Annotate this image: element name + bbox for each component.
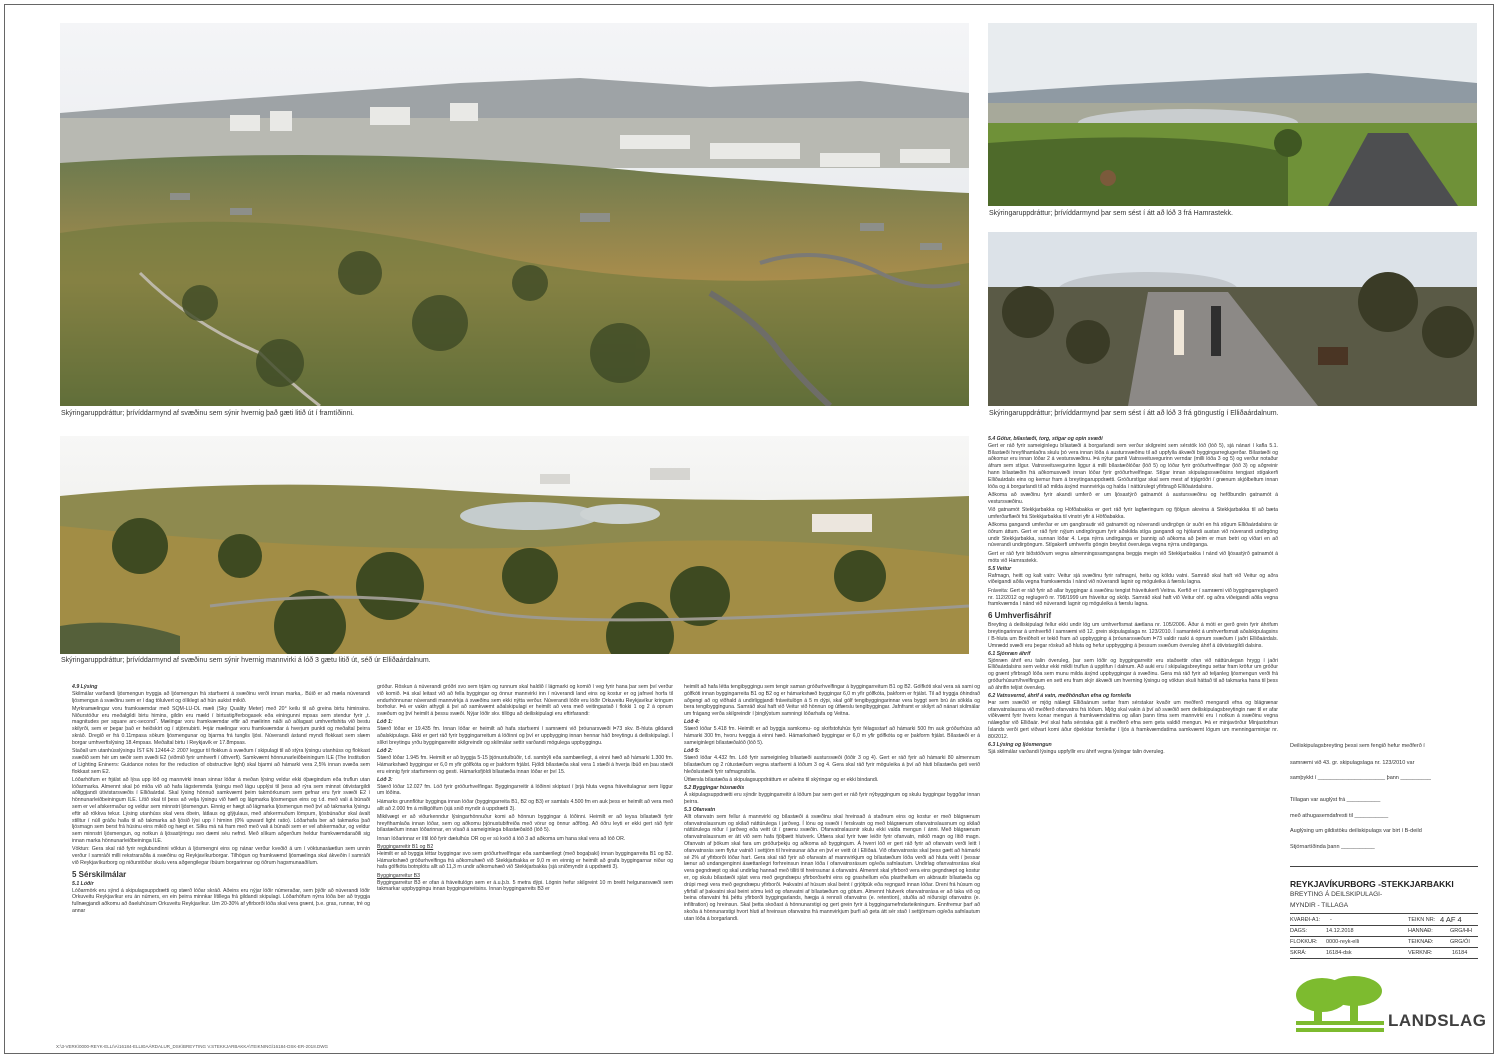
paragraph: Myrkramælingar voru framkvæmdar með SQM-LU-DL mæli (Sky Quality Meter) með 20° keilu til að greina birtu himinsins. Niðurstöður eru meðalgildi birtu himins, gildin eru mæld í birtustig/ferbogasek eða einingunni mpsas sem stendur fyrir „t. magnitudes per square arc-second“. Mælingar voru framkvæmdar eftir að mælirinn náði að aðlagast umhverfishita við bestu skilyrði, sem er þegar það er heiðskírt og í stjörnubirti. Þrjár mælingar voru framkvæmdar á hverjum punkti og meðaltal þeirra skráð. Dregið er frá 0.11mpasa sökum ljósmengunar og bjarma frá tunglis ljósi. Núverandi ástand myndi flokkast sem slæm borgar umhverfislýsing 18.4mpsas. Meðaltal birtu í Reykjavík er 17.8mpsas. (72, 705, 370, 746)
paragraph: Sjónræn áhrif eru talin óveruleg, þar sem lóðir og byggingarreitir eru staðsettir ofan við náttúrulegan hrygg í jaðri Elliðaárdalsins sem veldur ekki miklli truflun á upplifun í dalnum. Að auki eru í skipulagsbreytingu settar fram kröfur um gróður og grænt yfirbragð lóða sem munu milda ásýnd uppbyggingar á svæðinu. Gera má ráð fyrir að teljanleg ljósmengun verði frá gróðurhúsum/hvelfingum en sett eru fram skýr ákvæði um hverning lýsingu og vöktun skuli háttað til að takmarka hana til þess að áhrifin teljist óveruleg. (988, 657, 1278, 691)
paragraph: Stærð lóðar er 19.435 fm. Innan lóðar er heimilt að hafa starfsemi í samræmi við þróunarsvæði Þ73 skv. B-hluta gildandi aðalskipulags. Ekki er gert ráð fyrir byggingarreitum á lóðinni og því er uppbygging innan hennar háð breytingu á deiliskipulagi. Í slíkri breytingu yrðu byggingarreitir skilgreindir og skilmálar settir varðandi mögulega uppbyggingu. (377, 726, 673, 746)
paragraph: Vöktun: Gera skal ráð fyrir reglubundinni vöktun á ljósmengni eins og nánar verður kveðið á um í vöktunaráætlun sem unnin verður í samráði milli rekstraraðila á svæðinu og Reykjavíkurborgar. Tilhögun og framkvæmd ljósmælinga skal ákveðin í samráði við Reykjavíkurborg og niðurstöður skulu vera aðgengilegar íbúum borgarinnar og öðrum hagsmunaaðilum. (72, 846, 370, 866)
subheading-b1-b2: Byggingarreitir B1 og B2 (377, 844, 434, 851)
heading-6-1: 6.1 Sjónræn áhrif (988, 650, 1031, 657)
caption-aerial-future: Skýringaruppdráttur; þrívíddarmynd af svæðinu sem sýnir hvernig það gæti litið út í framtíðinni. (61, 410, 354, 417)
kvardi-value: - (1330, 917, 1332, 923)
paragraph: Gert er ráð fyrir sameiginlegu bílastæði á borgarlandi sem verður skilgreint sem sérstök lóð (lóð 5), sjá nánari í kafla 5.1. Bílastæði hreyfihamlaðra skulu þó vera innan lóða á austursvæðinu til að uppfylla ákvæði byggingarreglugerðar. Bílastæði og aðkomur eru innan lóðar 2 á vestursvæðinu. Þá nýtur gamli Vatnsveituvegurinn verndar (milli lóða 3 og 5) og verður notaður áfram sem stígur. Vatnsveituvegurinn liggur á milli bílastæðlóðar (lóð 5) og lóðar fyrir gróðurhvelfingar (lóð 3) og aðgreinir hann bílastæðin frá aðkomusvæði innan lóðar fyrir gróðurhvelfingar. Stígar innan skipulagssvæðisins tengjast stígakerfi Elliðaárdals eins og kemur fram á breytingaruppdrætti. Gróðurstígar skal sem mest af trjágróðri / grænum skjólbeltum innan lóða og á borgarlandi til að milda ásýnd mannvirkja og halda í náttúrulegt yfirbragð Elliðaárdalsins. (988, 442, 1278, 490)
caption-hamrastekkur: Skýringaruppdráttur; þrívíddarmynd þar sem sést í átt að lóð 3 frá Hamrastekk. (989, 210, 1233, 217)
paragraph: Fráveita: Gert er ráð fyrir að allar byggingar á svæðinu tengist fráveitukerfi Veitna. Kerfið er í samræmi við byggingarreglugerð nr. 112/2012 og reglugerð nr. 798/1999 um fráveitur og skólp. Samráð skal haft við Veitur ohf. og aðra viðeigandi aðila vegna framkvæmda í nánd við núverandi lagnir og möguleika á færslu lagna. (988, 587, 1278, 608)
verknr-value: 16184 (1452, 950, 1468, 956)
paragraph: Þar sem svæðið er mjög nálægt Elliðaánum settar fram sérstakar kvaðir um meðferð mengandi efna og blágrænar ofanvatnslausna við meðferð ofanvatns frá lóðum. Mjög skal vakin á því að svæðið sem deiliskipulagsbreytingin nær til er afar viðkvæmt fyrir hvers konar mengun á framkvæmdatíma og allan þann tíma sem mannvirki eru í notkun á svæðinu vegna nálægðar við Elliðaár. Því skal hafa sérstaka gát á meðferð efna sem geta valdið mengun. Þá er minjavörður Minjastofnun Íslands verði gert viðvart komi áður óþekktar fornleifar í ljós á framkvæmdatíma samkvæmt lögum um menningarminjar nr. 80/2012. (988, 699, 1278, 740)
heading-lod-4: Lóð 4: (684, 719, 700, 726)
divider (1290, 947, 1478, 948)
heading-5-1: 5.1 Lóðir (72, 880, 94, 887)
photo-from-path (988, 232, 1477, 406)
divider (1290, 958, 1478, 959)
text-column-4 (988, 436, 1278, 1036)
paragraph: Breyting á deiliskipulagi fellur ekki undir lög um umhverfismat áætlana nr. 105/2006. Áður á móti er gerð grein fyrir áhrifum breytingarinnar á umhverfið í samræmi við 12. grein skipulagslaga nr. 123/2010. Í samantekt á umhverfismati aðalskipulagsins í B-hluta um Breiðholt er tekið fram að uppbygging á þróunarsvæðum Þ73 valdir raski á opnum svæðum í jaðri Elliðaárdals. Umrædd svæði eru þegar röskuð að hluta og hefur uppbygging á þessum svæðum óveruleg áhrif á útivistargildi dalsins. (988, 622, 1278, 649)
kvardi-label: KVARÐI-A1: (1290, 917, 1321, 923)
hannad-value: GRG/HH (1450, 928, 1472, 934)
teiknad-label: TEIKNAÐ: (1408, 939, 1434, 945)
paragraph: Hámarks grunnflötur bygginga innan lóðar (byggingarreita B1, B2 og B3) er samtals 4.500 fm en auk þess er heimilt að vera með allt að 2.000 fm á milligólfum (sjá snið myndir á uppdrætti 3). (377, 798, 673, 812)
aerial-render-future (60, 23, 969, 406)
paragraph: Útfærsla bílastæða á skipulagsuppdráttum er aðeins til skýringar og er ekki bindandi. (684, 776, 879, 783)
paragraph: Stærð lóðar 1.945 fm. Heimilt er að byggja 5-15 þjónustuíbúðir, t.d. sambýli eða sambærilegt, á einni hæð að hámarki 1.300 fm. Hámarkshæð byggingar er 6,0 m yfir gólfkóta og er þakform frjálst. Fjöldi bílastæða skal vera 1 stæði á hverja íbúð en þau stæði eru einnig fyrir starfsmenn og gesti. Hámarksfjöldi bílastæða innan lóðar er því 15. (377, 754, 673, 775)
divider (1290, 936, 1478, 937)
heading-5-3: 5.3 Ofanvatn (684, 807, 716, 814)
drawing-title-3: MYNDIR - TILLAGA (1290, 902, 1349, 909)
heading-5: 5 Sérskilmálar (72, 869, 127, 879)
drawing-title-2: BREYTING Á DEILSKIPULAGI- (1290, 891, 1383, 898)
drawing-title-1: REYKJAVÍKURBORG -STEKKJARBAKKI (1290, 879, 1454, 889)
teikn-nr-value: 4 AF 4 (1440, 915, 1462, 924)
paragraph: Gert er ráð fyrir biðstöðvum vegna almenningssamgangna beggja megin við Stekkjarbakka í nánd við ljósastýrð gatnamót á móts við Hamrastekk. (988, 550, 1278, 564)
signature-line (1290, 866, 1478, 867)
teiknad-value: GRG/ÓI (1450, 939, 1470, 945)
paragraph: Á skipulagsuppdrætti eru sýndir byggingarreitir á lóðum þar sem gert er ráð fyrir nýbyggingum og skulu byggingar byggðar innan þeirra. (684, 791, 980, 805)
paragraph: Stærð lóðar 5.418 fm. Heimilt er að byggja samkomu- og skrifstofuhús fyrir félagsstarf að hámarki 500 fm auk gróðurhúss að hámarki 300 fm, hvoru tveggja á einni hæð. Hámarkshæð byggingar er 6,0 m yfir gólfkóta og er þakform frjálst. Bílastæði er á sameiginlegri bílastæðalóð (lóð 5). (684, 726, 980, 746)
paragraph: Stærð lóðar 12.027 fm. Lóð fyrir gróðurhvelfingar. Byggingarreitir á lóðinni skiptast í þrjá hluta vegna fráveitulagnar sem liggur um lóðina. (377, 783, 673, 797)
heading-lod-2: Lóð 2: (377, 748, 393, 755)
approval-line: Tillagan var auglýst frá ___________ (1290, 797, 1381, 803)
render-plot-3-from-valley (60, 436, 969, 654)
heading-6-3: 6.3 Lýsing og ljósmengun (988, 742, 1052, 749)
approval-line: Stjórnartíðinda þann ___________ (1290, 844, 1375, 850)
paragraph: Lóðarhöfum er frjálst að lýsa upp lóð og mannvirki innan sinnar lóðar á meðan lýsing veldur ekki óþægindum eða truflun utan lóðarmarka. Almennt skal þó miða við að hafa lágstemmda lýsingu með lágu upplýsi til þess að rýra sem minnst útivistargildi aðliggjandi útivistarsvæðis í Elliðaárdal. Skal lýsing hönnuð samkvæmt þeim takmörkunum sem gefnar eru fyrir svæði E2 í hönnunarleiðbeiningum ILE. Lítið skal til þess að velja lýsingu við hæfi og lágmarka ljósmengun eins og t.d. með vali á búnaði sem er vel afskermaður og veldur sem minnstri ljósmengun. Einnig er hægt að lágmarka ljósmengun með því að takmarka lýsingu eftir að rökkva tekur. Lýsing utanhúss skal vera óbein, látlaus og glýjulaus, með afskermuðum lömpum, ljósbúnaður skal ávalt stilltur í núll gráðu halla til að takmarka að ljósið lýsi upp í himinn (0% upward light ratio). Lóðarhafa ber að takmarka það ljósmagn sem berst frá húsinu eins mikið og hægt er. Silku má ná fram með með vali á búnaði sem er vel afskermaður, og veldur sem minnstri ljósmengun, og notkun á ljósastýringu svo dæmi séu nefnd. Með slíkum aðgerðum heldur framkvæmdaraðili sig innan marka hönnunarleiðbeininga ILE. (72, 776, 370, 845)
file-path: X:\3-VERK\0000-REYK-ELLI\A\16184-ELLIÐAÁRDALUR_DSK\BREYTING V.STEKKJARBAKKA\TEIKNING\16184-DSK-ER-2018.DWG (56, 1044, 328, 1049)
paragraph: Lóðarmörk eru sýnd á skipulagsuppdrætti og stærð lóðar skráð. Aðeins eru nýjar lóðir númeraðar, sem þýðir að núverandi lóðir Orkuveitu Reykjavíkur eru án númers, en ein þeirra minnkar lítillega frá gildandi skipulagi. Lóðarhöfum nýrra lóða ber að tryggja fullnægjandi aðkomu að ðaeluhúsum Orkuveitu Reykjavíkur. Um 20-30% af yfirborði lóða skal vera grænt, þ.e. gras, runnar, tré og annar (72, 887, 370, 914)
flokkur-value: 0000-reyk-elli (1326, 939, 1360, 945)
text-column-2 (377, 684, 673, 1040)
heading-6-2: 6.2 Vatnsvernd, áhrif á vatn, meðhöndlun efna og fornleifa (988, 693, 1132, 700)
approval-line: Auglýsing um gildistöku deiliskipulags var birt í B-deild (1290, 828, 1422, 834)
paragraph: gróður. Röskun á núverandi gróðri svo sem trjám og runnum skal haldið í lágmarki og komið í veg fyrir hana þar sem því verður við komið. Þá skal leitast við að fella byggingar og önnur mannvirki inn í núverandi land eins og kostur er og jafnvel horfa til endurhönnunar núverandi mannvirkja á svæðinu sem ekki nýtta verður. Núverandi lóðir eru lóðir Orkuveitu Reykjavíkur kringum borholur. Þá er vakin athygli á því að samkvæmt aðalskipulagi er heimilt að vera með veitingastað í flokki 1 og 2 á opnum svæðum og því heimilt á þessu svæði. Nýjar lóðir skv. tillögu að deiliskipulagi eru eftirfarandi: (377, 684, 673, 718)
verknr-label: VERKNR: (1408, 950, 1433, 956)
paragraph: Rafmagn, heitt og kalt vatn: Veitur sjá svæðinu fyrir rafmagni, heitu og köldu vatni. Samráð skal haft við Veitur og aðra viðeigandi aðila vegna framkvæmda í nánd við núverandi lagnir og möguleika á færslu lagna. (988, 572, 1278, 586)
paragraph: Allt ofanvatn sem fellur á mannvirki og bílastæði á svæðinu skal hreinsað á staðnum eins og kostur er með blágrænum ofanvatnslausnum og skilað náttúrulega í jarðveg. Í lónu og svæði í ferskvatn og með blágrænum ofanvatnslausnum og skilað náttúrulega niður í jarðveg eða veitt út í grænu svæðin. Ofanvatnslausnir skulu ekki valda mengun í ánni. Með blágrænum ofanvatnslausnum er átt við sem hafa fjölþætt hlutverk. Útfæra skal fyrir tvær leiðir fyrir ofanvatn, mikið magn og lítið magn. Ofanvatn af þökum skal fara um gróðurþekju og aðkoma að byggingum. Á hverri lóð er gert ráð fyrir að ofanvatn verði leitt í ofanvatnsrás sem flytur vatnið í settjörn til hreinsunar áður en því er veitt út í Elliðaá. Við ofanvatnsrás skal þess gætt að hámarki sé 2% af yfirborði lóðar hart. Gera skal ráð fyrir að ofanvatn af mannvirkjum og bílastæðum lóða verði að hluta veitt í þessar lænur að undangenginni ásættanlegri forhreinsun innan lóða í ofanvatnsrásum og/eða safnlautum. Undirlag ofanvatnsrása skal vera gegndræpt og skal undirlag hannað með tilliti til hreinsunar á ofanvatni. Almennt skal yfirborð vera eins gegndræpt og kostur er, og skulu bílastæði sjást vera með gegndræpu yfirborðsefni eins og grashellum eða plasthellum en akbrautir bílastæða og drúpi megi vera með gegndræpu yfirborði. Þakvatni af húsum skal beint í grjótpúk eða regngarð innan lóðar. Dreni frá húsum og yfirfall af þakvatni skal beint sömu leið og ofanvatni af bílastæðum og götum. Almennt hlutverk ofanvatnsrása er að taka við og beina ofanvatni frá þéttu yfirborði byggingarlands, hægja á rennsli ofanvatns (e. retention), stuðla að niðursigi ofanvatns (e. infiltration) og hreinsun. Skal þetta skoðast á hönnunarstigi og gert grein fyrir á byggingarnefndarteikningum. Ennfremur þarf að skoða á hönnunarstigi hvort hluti af hreinsun ofanvatns frá mannvirkjum þurfi að geta átt sér stað í settjörnum og/eða safnlautum utan lóða á borgarlandi. (684, 813, 980, 922)
text-column-3 (684, 684, 980, 1040)
paragraph: heimilt að hafa létta tengibyggingu sem tengir saman gróðurhvelfingar á byggingarreitum B1 og B2. Gólfkóti skal vera sá sami og gólfkóti innan byggingarreita B1 og B2 og er hámarkshæð byggingar 6,0 m yfir gólfkóta, þakform er frjálst. Til að tryggja óhindrað aðgengi að og viðhald á undirliggjandi fráveitulögn á 5 m dýpi, skal gólf tengibyggingarinnar vera byggt sem brú án sökkla og bera tengibygginguna. Samráð skal haft við Veitur við hönnun og útfærslu tengibyggingar. Jafnframt er skilyrt að nánari skilmálar um frágang verða skilgreindir í þinglýstum samningi lóðarhafa og Veitna. (684, 684, 980, 718)
photo-from-hamrastekkur (988, 23, 1477, 206)
approval-line: samræmi við 43. gr. skipulagslaga nr. 123/2010 var (1290, 760, 1415, 766)
heading-6: 6 Umhverfisáhrif (988, 611, 1052, 621)
paragraph: Skilmálar varðandi ljósmengun tryggja að ljósmengun frá starfsemi á svæðinu verði innan marka,. Búið er að mæla núverandi ljósmengun á svæðinu sem er í dag tölulvert og ólíklegt að hún aukist mikið. (72, 690, 370, 704)
text-column-1 (72, 684, 370, 1040)
heading-5-2: 5.2 Byggingar húsnæðis (684, 785, 745, 792)
hannad-label: HANNAÐ: (1408, 928, 1433, 934)
paragraph: Sjá skilmálar varðandi lýsingu uppfyllir eru áhrif vegna lýsingar talin óveruleg. (988, 748, 1165, 755)
paragraph: Stærð lóðar 4.432 fm. Lóð fyrir sameiginleg bílastæði austursvæði (lóðir 3 og 4). Gert er ráð fyrir að hámarki 80 almennum bílastæðum og 2 rútustæðum vegna starfsemi á lóðum 3 og 4. Gera skal ráð fyrir möguleika á því að hluti bílastæða geti verið hleðslustæði fyrir rafmagnsbíla. (684, 754, 980, 775)
skra-label: SKRÁ: (1290, 950, 1307, 956)
approval-line: Deiliskipulagsbreyting þessi sem fengið hefur meðferð í (1290, 743, 1425, 749)
caption-path: Skýringaruppdráttur; þrívíddarmynd þar sem sést í átt að lóð 3 frá göngustíg í Elliðaárdalnum. (989, 410, 1279, 417)
heading-lod-3: Lóð 3: (377, 776, 393, 783)
approval-line: með athugasemdafresti til ___________ (1290, 813, 1389, 819)
paragraph: Aðkoma gangandi umferðar er um gangbrautir við gatnamót og núverandi undirgögn úr suðri en frá stígum Elliðaárdalsins úr öðrum áttum. Gert er ráð fyrir nýjum undirgöngum fyrir aðskilda stíga gangandi og hjólandi austan við núverandi undirgöng undir Stekkjarbakka, sunnan lóðar 4. Lega nýrra undirganga er þannig að aðkoma að þeim er mun betri og víðari en að núverandi undirgöngum. Stígakerfi umhverfis göngin breytist óverulega vegna nýrra undirganga. (988, 522, 1278, 549)
dags-value: 14.12.2018 (1326, 928, 1354, 934)
heading-5-4: 5.4 Götur, bílastæði, torg, stígar og opin svæði (988, 436, 1103, 442)
landslag-logo (1292, 975, 1487, 1037)
paragraph: Aðkoma að svæðinu fyrir akandi umferð er um ljósastýrð gatnamót á austursvæðinu og hefðbundin gatnamót á vestursvæðinu. (988, 491, 1278, 505)
paragraph: Innan lóðarinnar er lítil lóð fyrir dælulhús OR og er sú kvöð á lóð 3 að aðkoma um hana skal vera að lóð OR. (377, 835, 626, 842)
logo-wordmark: LANDSLAG (1388, 1011, 1487, 1030)
flokkur-label: FLOKKUR: (1290, 939, 1318, 945)
paragraph: Heimilt er að byggja léttar byggingar svo sem gróðurhvelfingar eða sambærilegt (með bogaþaki) innan byggingarreita B1 og B2. Hámarkshæð gróðurhvelfinga frá aðkomuhæð við Stekkjarbakka er 9,0 m en einnig er heimilt að grafa byggingarnar niður og hafa gólfkóta botnplötu allt að 11,3 m undir aðkomuhæð við Stekkjarbakka (sjá sniðmyndir á uppdrætti 3). (377, 850, 673, 871)
paragraph: Byggingarreitur B3 er ofan á fráveitulögn sem er á.u.þ.b. 5 metra dýpi. Lögnin hefur skilgreint 10 m breitt helgunarsvæði sem takmarkar uppbyggingu innan byggingarreitsins. Innan byggingarreits B3 er (377, 879, 673, 893)
teikn-nr-label: TEIKN NR: (1408, 917, 1436, 923)
skra-value: 16184-dsk (1326, 950, 1352, 956)
paragraph: Við gatnamót Stekkjarbakka og Höfðabakka er gert ráð fyrir lagfæringum og fjölgun akreina á Stekkjarbakka til að bæta umferðarflæði frá Stekkjarbakka til vinstri yfir á Höfðabakka. (988, 506, 1278, 520)
approval-line: samþykkt í ______________________ þann __________ (1290, 775, 1431, 781)
heading-5-5: 5.5 Veitur (988, 565, 1012, 572)
heading-4-9: 4.9 Lýsing (72, 684, 98, 690)
caption-plot-3: Skýringaruppdráttur; þrívíddarmynd af svæðinu sem sýnir hvernig mannvirki á lóð 3 gætu litið út, séð úr Elliðaárdalnum. (61, 657, 431, 664)
paragraph: Staðall um utanhússlýsingu ÍST EN 12464-2: 2007 leggur til flokkun á svæðum í skipulagi til að stýra lýsingu utanhúss og flokkast svæðið sem hér um ræðir sem svæði E2 (viðmið fyrir umhverfi í úthverfi). Samkvæmt hönnunarleiðbeiningum ILE (The Institution of Lighting Eninerrs: Guidance notes for the reduction of obstructive light) skal bjarmi að hámarki vera 2,5% innan svæða sem flokkast sem E2. (72, 748, 370, 775)
paragraph: Mikilvægt er að viðurkenndur lýsingarhönnuður komi að hönnun byggingar á lóðinni. Heimilt er að leysa bílastæði fyrir hreyfihamlaða innan lóðar, sem og aðkomu þjónustubifreiða með vörur og önnur aðföng. Að öðru leyti er ekki gert ráð fyrir bílastæðum innan lóðarinnar, en vísað á sameiginlega bílastæðalóð (lóð 5). (377, 813, 673, 834)
heading-lod-5: Lóð 5: (684, 748, 700, 755)
divider (1290, 913, 1478, 914)
divider (1290, 925, 1478, 926)
dags-label: DAGS: (1290, 928, 1308, 934)
subheading-b3: Byggingarreitur B3 (377, 872, 420, 879)
heading-lod-1: Lóð 1: (377, 719, 393, 726)
